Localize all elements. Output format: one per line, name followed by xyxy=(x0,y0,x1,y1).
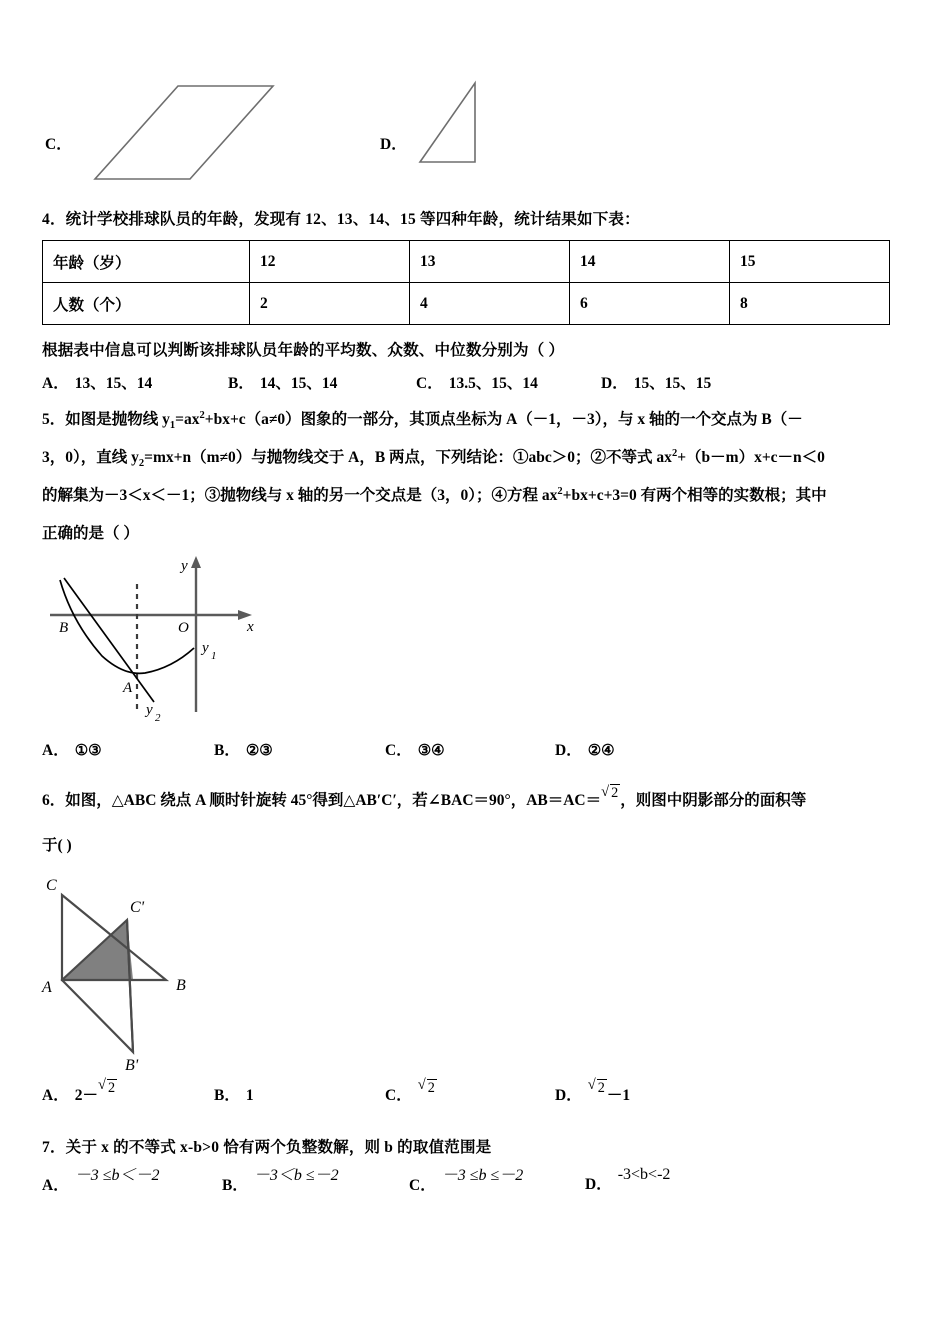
svg-text:1: 1 xyxy=(211,650,217,662)
option-b-text: －3＜b ≤－2 xyxy=(253,1167,339,1184)
option-a[interactable] xyxy=(42,371,228,393)
parallelogram-shape-icon xyxy=(85,75,285,185)
q5-line1-sub-1: 1 xyxy=(169,420,176,432)
option-a-letter: A． xyxy=(42,1177,69,1194)
option-d[interactable] xyxy=(601,371,711,393)
option-a-letter: A． xyxy=(42,375,69,392)
svg-text:y: y xyxy=(146,702,153,718)
q5-line1-sup-1: 2 xyxy=(199,409,205,421)
option-c[interactable] xyxy=(416,371,601,393)
question-7-stem: 7．关于 x 的不等式 x-b>0 恰有两个负整数解，则 b 的取值范围是 xyxy=(42,1139,492,1156)
option-a-text: ①③ xyxy=(74,743,102,759)
q5-line2-sub-1: 2 xyxy=(138,458,145,470)
option-d-letter: D． xyxy=(585,1176,612,1193)
option-c-letter: C． xyxy=(385,1087,412,1104)
question-5-line-2 xyxy=(42,443,922,475)
svg-text:B: B xyxy=(176,977,186,994)
option-d[interactable] xyxy=(585,1166,671,1194)
option-c-text: －3 ≤b ≤－2 xyxy=(441,1167,524,1184)
top-shape-options xyxy=(0,0,950,195)
question-7-options xyxy=(42,1166,922,1195)
question-4-options xyxy=(42,371,912,393)
option-c-text: 13.5、15、14 xyxy=(448,375,538,392)
svg-text:O: O xyxy=(178,620,189,636)
sqrt-symbol-icon xyxy=(588,1078,607,1097)
table-cell-age-header: 年龄（岁） xyxy=(43,241,250,283)
option-a[interactable] xyxy=(42,1080,214,1105)
table-cell-count-14: 6 xyxy=(570,283,730,325)
option-c-label: C． xyxy=(45,136,72,153)
sqrt-symbol-icon xyxy=(418,1078,437,1097)
option-b[interactable] xyxy=(228,371,416,393)
sqrt-symbol-icon xyxy=(98,1078,117,1097)
option-c-radicand: 2 xyxy=(427,1080,435,1096)
svg-text:x: x xyxy=(247,619,254,635)
svg-text:A: A xyxy=(123,680,133,696)
question-4-followup: 根据表中信息可以判断该排球队员年龄的平均数、众数、中位数分别为（ ） xyxy=(42,342,565,359)
option-d-label: D． xyxy=(380,136,407,153)
question-5-options xyxy=(42,738,922,760)
q5-line2-part-b: =mx+n（m≠0）与抛物线交于 A，B 两点，下列结论：①abc＞0；②不等式 ax xyxy=(144,449,672,466)
option-d[interactable] xyxy=(555,738,615,760)
option-a-letter: A． xyxy=(42,742,69,759)
svg-text:C': C' xyxy=(130,899,145,916)
option-d-letter: D． xyxy=(601,375,628,392)
q6-line1-radicand: 2 xyxy=(611,785,619,801)
q5-line2-part-a: 3，0），直线 y xyxy=(42,449,139,466)
q5-line1-part-a: 5．如图是抛物线 y xyxy=(42,411,170,428)
right-triangle-shape-icon xyxy=(415,75,535,185)
option-a-prefix: 2－ xyxy=(74,1087,98,1104)
table-cell-count-13: 4 xyxy=(410,283,570,325)
option-b-letter: B． xyxy=(214,742,240,759)
sqrt-symbol-icon xyxy=(601,779,620,808)
svg-text:B: B xyxy=(59,620,69,636)
q5-line2-part-c: +（b－m）x+c－n＜0 xyxy=(677,449,825,466)
option-b-letter: B． xyxy=(228,375,254,392)
question-5-line-4: 正确的是（ ） xyxy=(42,525,139,542)
option-a-text: 13、15、14 xyxy=(74,375,153,392)
q6-line1-part-b: ，则图中阴影部分的面积等 xyxy=(620,792,807,809)
table-cell-age-14: 14 xyxy=(570,241,730,283)
option-c-letter: C． xyxy=(409,1177,436,1194)
option-b-text: ②③ xyxy=(245,743,273,759)
question-4-stem: 4．统计学校排球队员的年龄，发现有 12、13、14、15 等四种年龄，统计结果如下表： xyxy=(42,211,640,228)
question-5-line-3 xyxy=(42,481,922,511)
q5-line1-part-b: =ax xyxy=(175,411,200,428)
svg-text:y: y xyxy=(181,558,188,574)
option-b-prefix: 1 xyxy=(245,1087,254,1104)
question-5-line-1 xyxy=(42,405,922,437)
option-c[interactable] xyxy=(385,738,555,760)
option-b-text: 14、15、14 xyxy=(259,375,338,392)
table-cell-age-13: 13 xyxy=(410,241,570,283)
option-a-letter: A． xyxy=(42,1087,69,1104)
option-c[interactable] xyxy=(385,1080,555,1105)
q5-line3-sup-1: 2 xyxy=(557,485,563,497)
option-d-letter: D． xyxy=(555,742,582,759)
rotated-triangle-figure xyxy=(30,872,235,1077)
option-d-text: -3<b<-2 xyxy=(617,1166,671,1183)
option-a-text: －3 ≤b＜－2 xyxy=(74,1167,160,1184)
option-d-radicand: 2 xyxy=(597,1080,605,1096)
option-d-text: 15、15、15 xyxy=(633,375,712,392)
option-c-letter: C． xyxy=(416,375,443,392)
option-b[interactable] xyxy=(214,1083,385,1105)
option-d[interactable] xyxy=(555,1080,631,1105)
parabola-figure xyxy=(42,552,282,727)
table-row xyxy=(43,283,890,325)
table-cell-age-12: 12 xyxy=(250,241,410,283)
q5-line3-part-b: +bx+c+3=0 有两个相等的实数根；其中 xyxy=(562,487,827,504)
option-b[interactable] xyxy=(214,738,385,760)
age-count-table xyxy=(42,240,890,325)
svg-text:2: 2 xyxy=(155,712,161,724)
option-a[interactable] xyxy=(42,738,214,760)
table-cell-count-15: 8 xyxy=(730,283,890,325)
question-6-options xyxy=(42,1080,922,1105)
option-b[interactable] xyxy=(222,1167,409,1195)
option-b-letter: B． xyxy=(222,1177,248,1194)
option-a-radicand: 2 xyxy=(107,1080,116,1096)
q5-line1-part-c: +bx+c（a≠0）图象的一部分，其顶点坐标为 A（－1，－3），与 x 轴的一个交点为 B（－ xyxy=(204,411,803,428)
option-d-suffix: －1 xyxy=(606,1087,631,1104)
option-d-letter: D． xyxy=(555,1087,582,1104)
table-cell-count-12: 2 xyxy=(250,283,410,325)
option-c[interactable] xyxy=(409,1167,585,1195)
table-cell-age-15: 15 xyxy=(730,241,890,283)
svg-text:B': B' xyxy=(125,1057,139,1074)
option-a[interactable] xyxy=(42,1167,222,1195)
q5-line3-part-a: 的解集为－3＜x＜－1；③抛物线与 x 轴的另一个交点是（3，0）；④方程 ax xyxy=(42,487,558,504)
option-c-text: ③④ xyxy=(417,743,445,759)
q5-line2-sup-1: 2 xyxy=(671,447,678,459)
svg-text:A: A xyxy=(42,979,52,996)
table-cell-count-header: 人数（个） xyxy=(43,283,250,325)
svg-text:y: y xyxy=(202,640,209,656)
question-6-line-2: 于( ) xyxy=(42,837,72,854)
option-d-text: ②④ xyxy=(587,743,615,759)
option-c-letter: C． xyxy=(385,742,412,759)
option-b-letter: B． xyxy=(214,1087,240,1104)
question-6-line-1 xyxy=(42,786,932,816)
svg-text:C: C xyxy=(46,877,57,894)
q6-line1-part-a: 6．如图，△ABC 绕点 A 顺时针旋转 45°得到△AB′C′，若∠BAC＝90°，AB＝AC＝ xyxy=(42,792,602,809)
table-row xyxy=(43,241,890,283)
